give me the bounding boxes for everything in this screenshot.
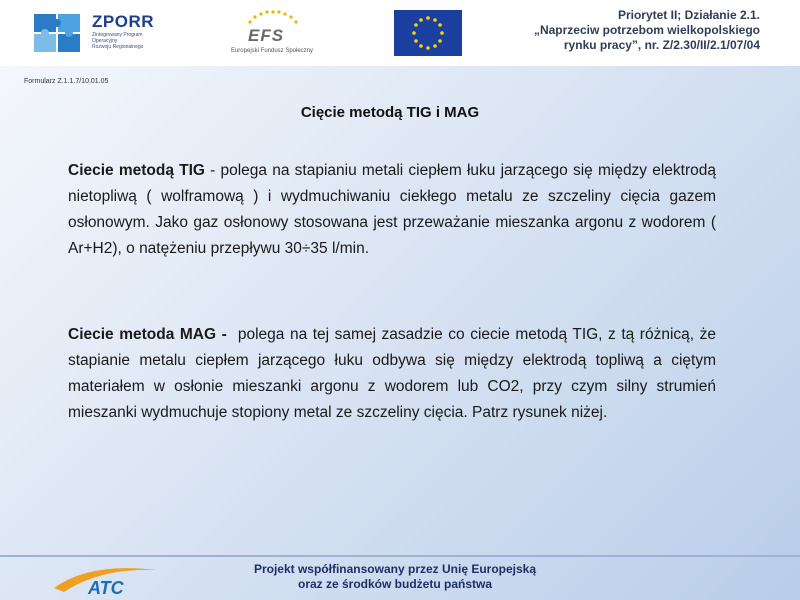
zporr-sub-line: Zintegrowany Program bbox=[92, 32, 143, 38]
zporr-title: ZPORR bbox=[92, 12, 154, 31]
atc-logo bbox=[50, 560, 160, 598]
stars-arc-icon bbox=[224, 8, 320, 26]
atc-logo-text: ATC bbox=[88, 578, 124, 598]
zporr-subtitle bbox=[92, 32, 152, 50]
zporr-logo bbox=[32, 10, 152, 60]
priority-line: „Naprzeciw potrzebom wielkopolskiego bbox=[533, 23, 760, 37]
form-code: Formularz Z.1.1.7/10.01.05 bbox=[24, 78, 109, 85]
header-bar bbox=[0, 0, 800, 66]
page-title: Cięcie metodą TIG i MAG bbox=[300, 104, 480, 121]
puzzle-icon bbox=[32, 10, 84, 56]
priority-info bbox=[490, 8, 760, 53]
paragraph-text: - polega na stapianiu metali ciepłem łuku jarzącego się między elektrodą nietopliwą ( wolframową ) i wydmuchiwaniu ciekłego metalu ze szczeliny cięcia gazem osłonowym. Jako gaz osłonowy stosowana jest przeważanie mieszanka argonu z wodorem ( Ar+H2), o natężeniu przepływu 30÷35 l/min. bbox=[68, 162, 717, 257]
paragraph-mag bbox=[68, 322, 721, 426]
zporr-sub-line: Operacyjny bbox=[92, 38, 118, 44]
paragraph-tig bbox=[68, 158, 716, 262]
efs-logo bbox=[224, 8, 320, 58]
footer-line: oraz ze środków budżetu państwa bbox=[297, 577, 493, 591]
eu-flag-icon bbox=[394, 10, 462, 56]
efs-word: EFS bbox=[248, 26, 285, 45]
priority-line: rynku pracy”, nr. Z/2.30/II/2.1/07/04 bbox=[563, 38, 760, 52]
paragraph-text: polega na tej samej zasadzie co ciecie metodą TIG, z tą różnicą, że stapianie metalu ciepłem jarzącego łuku odbywa się między elektrodą topliwą a ciętym materiałem w osłonie mieszanki argonu z wodorem lub CO2, przy czym silny strumień mieszanki wydmuchuje stopiony metal ze szczeliny cięcia. Patrz rysunek niżej. bbox=[68, 326, 721, 421]
priority-line: Priorytet II; Działanie 2.1. bbox=[617, 8, 760, 22]
efs-caption: Europejski Fundusz Społeczny bbox=[230, 48, 314, 54]
footer-divider bbox=[0, 555, 800, 557]
zporr-sub-line: Rozwoju Regionalnego bbox=[92, 44, 144, 50]
footer-line: Projekt współfinansowany przez Unię Europejską bbox=[253, 562, 537, 576]
paragraph-term: Ciecie metodą TIG bbox=[68, 162, 205, 179]
paragraph-term: Ciecie metoda MAG - bbox=[68, 326, 227, 343]
footer-cofinance bbox=[200, 562, 590, 592]
